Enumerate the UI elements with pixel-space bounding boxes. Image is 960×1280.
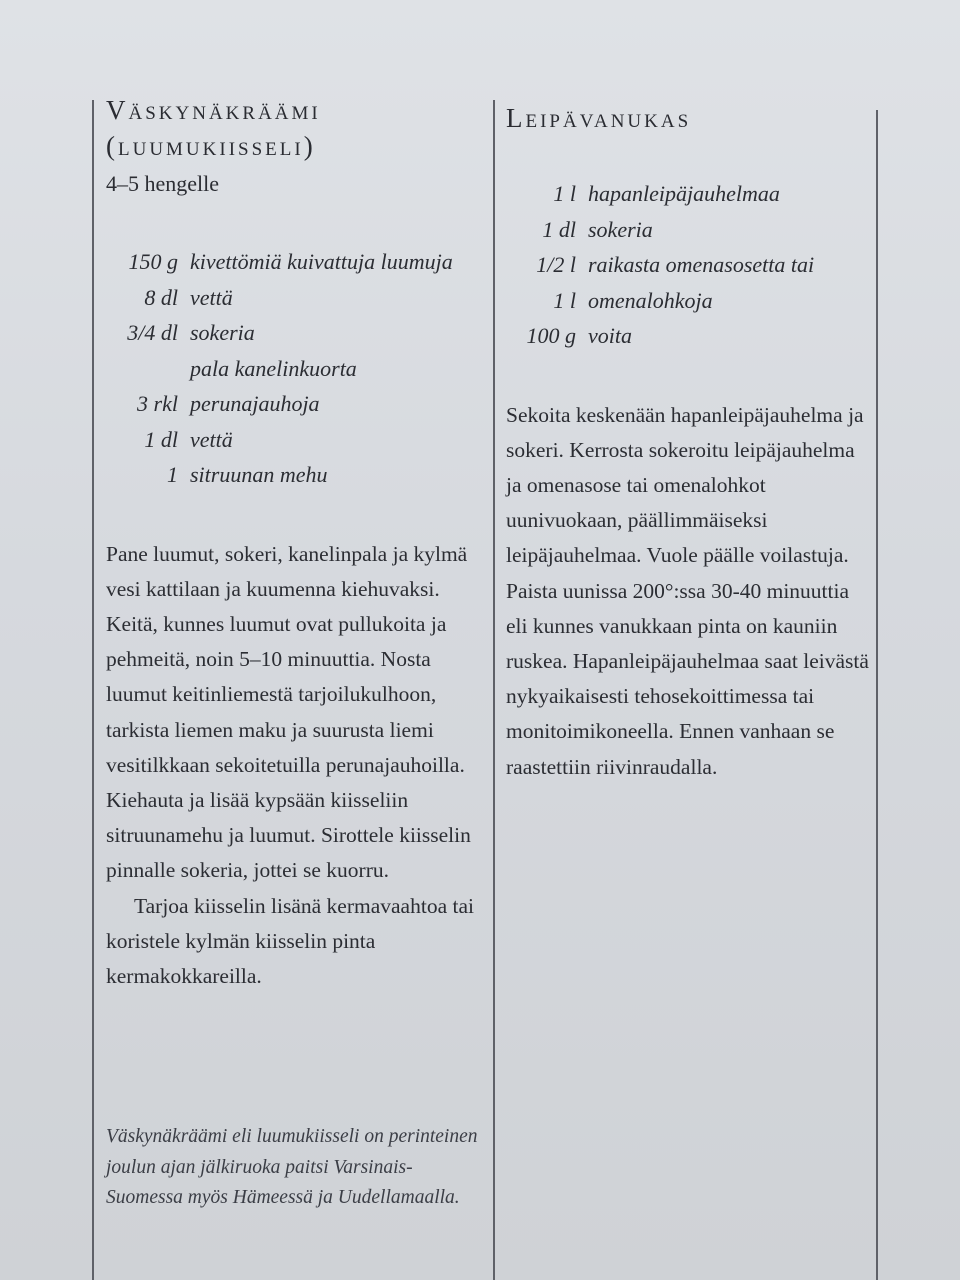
- ingredient-name: voita: [588, 323, 632, 348]
- left-recipe-caption: Väskynäkräämi eli luumukiisseli on perinteinen joulun ajan jälkiruoka paitsi Varsinais-Suomessa myös Hämeessä ja Uudellamaalla.: [106, 1126, 478, 1208]
- right-column-rule: [876, 110, 878, 1280]
- ingredient-quantity: 1 l: [553, 181, 576, 206]
- ingredient-quantity: 1 dl: [542, 216, 576, 242]
- left-recipe-serving-tip: Tarjoa kiisselin lisänä kermavaahtoa tai koristele kylmän kiisselin pinta kermakokkareilla.: [106, 893, 474, 988]
- ingredient-name: raikasta omenasosetta tai: [588, 252, 815, 277]
- left-recipe-instructions: Pane luumut, sokeri, kanelinpala ja kylmä vesi kattilaan ja kuumenna kiehuvaksi. Keitä, kunnes luumut ovat pullukoita ja pehmeitä, noin 5–10 minuuttia. Nosta luumut keitinliemestä tarjoilukulhoon, tarkista liemen maku ja suurusta liemi vesitilkkaan sekoitetuilla perunajauhoilla. Kiehauta ja lisää kypsään kiisseliin sitruunamehu ja luumut. Sirottele kiisselin pinnalle sokeria, jottei se kuorru.: [106, 541, 471, 883]
- ingredient-quantity: 1 l: [553, 287, 576, 313]
- ingredient-quantity: 1: [167, 462, 178, 487]
- ingredient-row: [506, 283, 871, 319]
- ingredient-row: [106, 280, 486, 316]
- left-recipe-servings: 4–5 hengelle: [106, 171, 220, 196]
- left-recipe-title-line1: Väskynäkräämi: [106, 95, 321, 125]
- left-recipe: [106, 92, 486, 994]
- ingredient-row: [506, 318, 871, 354]
- ingredient-name: vettä: [190, 284, 233, 310]
- ingredient-name: sokeria: [190, 320, 255, 345]
- left-recipe-title: [106, 92, 486, 164]
- ingredient-quantity: 150 g: [128, 249, 178, 274]
- left-recipe-title-line2: (luumukiisseli): [106, 131, 316, 161]
- right-recipe-instructions: Sekoita keskenään hapanleipäjauhelma ja sokeri. Kerrosta sokeroitu leipäjauhelma ja omenasose tai omenalohkot uunivuokaan, päällimmäiseksi leipäjauhelmaa. Vuole päälle voilastuja. Paista uunissa 200°:ssa 30-40 minuuttia eli kunnes vanukkaan pinta on kauniin ruskea. Hapanleipäjauhelmaa saat leivästä nykyaikaisesti tehosekoittimessa tai monitoimikoneella. Ennen vanhaan se raastettiin riivinraudalla.: [506, 402, 869, 779]
- ingredient-row: [106, 422, 486, 458]
- ingredient-quantity: 8 dl: [144, 284, 178, 310]
- right-ingredient-list: [506, 176, 871, 354]
- ingredient-quantity: 100 g: [526, 323, 576, 348]
- middle-column-rule: [493, 100, 495, 1280]
- ingredient-row: [106, 457, 486, 493]
- ingredient-row: [106, 351, 486, 387]
- ingredient-row: [106, 386, 486, 422]
- right-recipe-title: Leipävanukas: [506, 103, 692, 133]
- ingredient-name: pala kanelinkuorta: [190, 355, 357, 381]
- ingredient-quantity: 3 rkl: [137, 391, 178, 416]
- left-column-rule: [92, 100, 94, 1280]
- ingredient-quantity: 1 dl: [144, 426, 178, 452]
- ingredient-name: omenalohkoja: [588, 287, 713, 313]
- ingredient-quantity: [106, 351, 190, 387]
- ingredient-name: hapanleipäjauhelmaa: [588, 181, 780, 206]
- ingredient-name: perunajauhoja: [190, 391, 320, 416]
- left-ingredient-list: [106, 244, 486, 493]
- ingredient-name: sokeria: [588, 216, 653, 242]
- ingredient-row: [506, 247, 871, 283]
- ingredient-row: [506, 212, 871, 248]
- ingredient-row: [106, 315, 486, 351]
- ingredient-name: kivettömiä kuivattuja luumuja: [190, 249, 453, 274]
- ingredient-name: sitruunan mehu: [190, 462, 328, 487]
- ingredient-quantity: 3/4 dl: [127, 320, 178, 345]
- ingredient-row: [106, 244, 486, 280]
- ingredient-quantity: 1/2 l: [536, 252, 576, 277]
- ingredient-row: [506, 176, 871, 212]
- ingredient-name: vettä: [190, 426, 233, 452]
- right-recipe: [506, 100, 871, 785]
